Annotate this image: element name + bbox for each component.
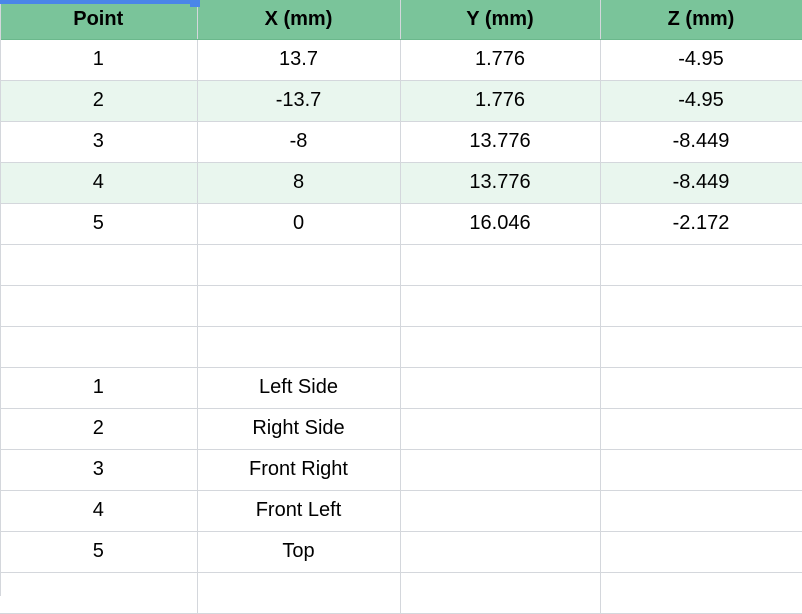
column-selection-indicator	[0, 0, 190, 4]
table-cell[interactable]: 8	[197, 162, 400, 203]
table-body	[0, 39, 802, 613]
table-cell[interactable]: 13.776	[400, 121, 600, 162]
table-cell[interactable]: -8	[197, 121, 400, 162]
column-header-y[interactable]: Y (mm)	[400, 0, 600, 39]
table-cell[interactable]: -4.95	[600, 39, 802, 80]
table-cell[interactable]	[400, 326, 600, 367]
table-cell[interactable]: -8.449	[600, 121, 802, 162]
table-cell[interactable]: 16.046	[400, 203, 600, 244]
column-header-point[interactable]: Point	[0, 0, 197, 39]
table-cell[interactable]: 5	[0, 203, 197, 244]
table-cell[interactable]	[400, 490, 600, 531]
table-cell[interactable]	[600, 531, 802, 572]
table-row	[0, 408, 802, 449]
table-cell[interactable]: 0	[197, 203, 400, 244]
table-cell[interactable]: Right Side	[197, 408, 400, 449]
table-cell[interactable]	[600, 285, 802, 326]
column-header-z[interactable]: Z (mm)	[600, 0, 802, 39]
table-row	[0, 80, 802, 121]
table-cell[interactable]	[400, 285, 600, 326]
table-header-row	[0, 0, 802, 39]
table-cell[interactable]	[600, 244, 802, 285]
table-cell[interactable]: 13.7	[197, 39, 400, 80]
table-row	[0, 285, 802, 326]
table-row	[0, 531, 802, 572]
table-row	[0, 162, 802, 203]
table-cell[interactable]	[0, 326, 197, 367]
table-cell[interactable]: -4.95	[600, 80, 802, 121]
table-cell[interactable]	[600, 408, 802, 449]
table-cell[interactable]: -2.172	[600, 203, 802, 244]
table-cell[interactable]: 1	[0, 39, 197, 80]
table-row	[0, 572, 802, 613]
table-row	[0, 449, 802, 490]
table-cell[interactable]: -13.7	[197, 80, 400, 121]
table-cell[interactable]	[600, 490, 802, 531]
table-cell[interactable]	[600, 449, 802, 490]
table-cell[interactable]	[400, 408, 600, 449]
table-cell[interactable]	[0, 244, 197, 285]
table-cell[interactable]: Top	[197, 531, 400, 572]
table-row	[0, 203, 802, 244]
table-cell[interactable]: 1.776	[400, 39, 600, 80]
table-cell[interactable]	[197, 285, 400, 326]
table-cell[interactable]	[600, 326, 802, 367]
table-cell[interactable]: 4	[0, 490, 197, 531]
table-cell[interactable]: Left Side	[197, 367, 400, 408]
table-cell[interactable]	[400, 367, 600, 408]
table-row	[0, 367, 802, 408]
table-row	[0, 244, 802, 285]
selection-handle[interactable]	[190, 0, 200, 7]
table-cell[interactable]	[197, 244, 400, 285]
table-cell[interactable]	[0, 572, 197, 613]
table-cell[interactable]: 5	[0, 531, 197, 572]
table-cell[interactable]: 13.776	[400, 162, 600, 203]
table-cell[interactable]: Front Left	[197, 490, 400, 531]
table-cell[interactable]: -8.449	[600, 162, 802, 203]
table-cell[interactable]: 1	[0, 367, 197, 408]
table-cell[interactable]	[400, 244, 600, 285]
table-cell[interactable]	[400, 449, 600, 490]
table-cell[interactable]: Front Right	[197, 449, 400, 490]
table-cell[interactable]: 3	[0, 121, 197, 162]
table-cell[interactable]	[197, 326, 400, 367]
table-cell[interactable]	[400, 572, 600, 613]
table-cell[interactable]	[600, 572, 802, 613]
table-row	[0, 490, 802, 531]
table-cell[interactable]	[400, 531, 600, 572]
table-cell[interactable]: 2	[0, 80, 197, 121]
table-row	[0, 121, 802, 162]
table-cell[interactable]: 1.776	[400, 80, 600, 121]
column-header-x[interactable]: X (mm)	[197, 0, 400, 39]
table-cell[interactable]: 4	[0, 162, 197, 203]
table-cell[interactable]	[197, 572, 400, 613]
table-row	[0, 326, 802, 367]
table-row	[0, 39, 802, 80]
table-cell[interactable]	[600, 367, 802, 408]
table-cell[interactable]: 3	[0, 449, 197, 490]
table-cell[interactable]	[0, 285, 197, 326]
table-cell[interactable]: 2	[0, 408, 197, 449]
